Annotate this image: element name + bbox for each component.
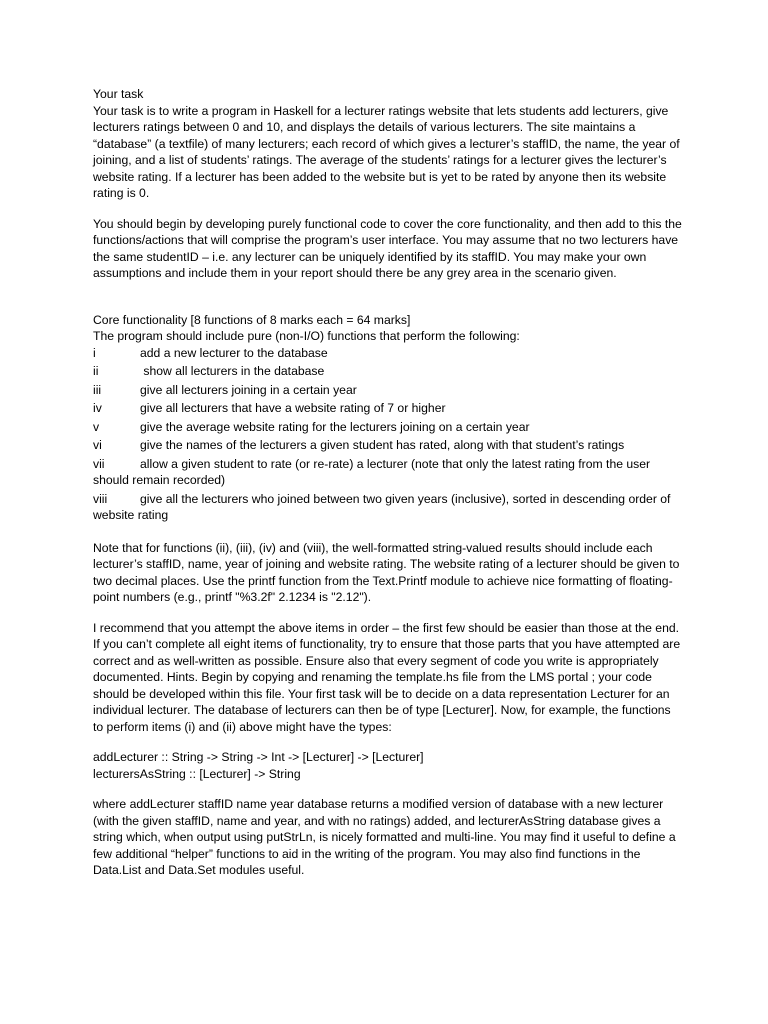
list-item-number: i (93, 345, 96, 360)
list-item-number: viii (93, 491, 108, 506)
list-item-number: iii (93, 382, 102, 397)
list-item-text: give the names of the lecturers a given student has rated, along with that student’s ratings (140, 438, 625, 452)
begin-paragraph: You should begin by developing purely functional code to cover the core functionality, and then add to this the functions/actions that will comprise the program’s user interface. You may assume that no two lecturers have the same studentID – i.e. any lecturer can be uniquely identified by its staffID. You may make your own assumptions and include them in your report should there be any grey area in the scenario given. (93, 216, 682, 280)
core-functionality-title: Core functionality (93, 312, 188, 327)
core-functionality-marks: [8 functions of 8 marks each = 64 marks] (187, 312, 411, 327)
document-page (93, 86, 683, 879)
list-item (93, 456, 683, 489)
list-item (93, 419, 683, 436)
list-item-text: show all lecturers in the database (140, 364, 325, 378)
list-item (93, 437, 683, 454)
list-item-number: ii (93, 364, 99, 378)
list-item-number: vii (93, 456, 105, 471)
functionality-list (93, 345, 683, 524)
note-paragraph: Note that for functions (ii), (iii), (iv) and (viii), the well-formatted string-valued results should include each lecturer’s staffID, name, year of joining and website rating. The website rating of a lecturer should be given to two decimal places. Use the printf function from the Text.Printf module to achieve nice formatting of floating-point numbers (e.g., printf "%3.2f" 2.1234 is "2.12"). (93, 540, 680, 604)
list-item-text: give all lecturers that have a website rating of 7 or higher (140, 401, 446, 415)
list-item (93, 491, 683, 524)
list-item-number: vi (93, 438, 102, 452)
list-item (93, 345, 683, 362)
list-item-text: allow a given student to rate (or re-rate) a lecturer (note that only the latest rating from the user should remain recorded) (93, 456, 651, 487)
list-item-text: give all the lecturers who joined between two given years (inclusive), sorted in descending order of website rating (93, 491, 671, 522)
your-task-heading: Your task (93, 87, 144, 101)
intro-paragraph: Your task is to write a program in Haskell for a lecturer ratings website that lets students add lecturers, give lecturers ratings between 0 and 10, and displays the details of various lecturers. The site maintains a “database” (a textfile) of many lecturers; each record of which gives a lecturer’s staffID, the name, the year of joining, and a list of students’ ratings. The average of the students’ ratings for a lecturer gives the lecturer’s website rating. If a lecturer has been added to the website but is yet to be rated by anyone then its website rating is 0. (93, 103, 680, 200)
list-item-text: add a new lecturer to the database (140, 345, 328, 360)
list-item-number: v (93, 419, 100, 434)
list-item (93, 400, 683, 417)
list-item (93, 363, 683, 380)
where-paragraph: where addLecturer staffID name year database returns a modified version of database with a new lecturer (with the given staffID, name and year, and with no ratings) added, and lecturerAsString database gives a string which, when output using putStrLn, is nicely formatted and multi-line. You may find it useful to define a few additional “helper” functions to aid in the writing of the program. You may also find functions in the Data.List and Data.Set modules useful. (93, 797, 676, 877)
recommend-paragraph: I recommend that you attempt the above items in order – the first few should be easier than those at the end. If you can’t complete all eight items of functionality, try to ensure that those parts that you have attempted are correct and as well-written as possible. Ensure also that every segment of code you write is appropriately documented. Hints. Begin by copying and renaming the template.hs file from the LMS portal ; your code should be developed within this file. Your first task will be to decide on a data representation Lecturer for an individual lecturer. The database of lecturers can then be of type [Lecturer]. Now, for example, the functions to perform items (i) and (ii) above might have the types: (93, 620, 681, 734)
list-item-text: give all lecturers joining in a certain year (140, 382, 357, 397)
core-functionality-lead: The program should include pure (non-I/O) functions that perform the following: (93, 329, 520, 343)
core-functionality-heading (93, 312, 683, 329)
code-line-add-lecturer: addLecturer :: String -> String -> Int -> [Lecturer] -> [Lecturer] (93, 750, 424, 764)
code-line-lecturers-as-string: lecturersAsString :: [Lecturer] -> String (93, 766, 301, 781)
list-item-number: iv (93, 401, 102, 415)
list-item-text: give the average website rating for the lecturers joining on a certain year (140, 419, 530, 434)
list-item (93, 382, 683, 399)
